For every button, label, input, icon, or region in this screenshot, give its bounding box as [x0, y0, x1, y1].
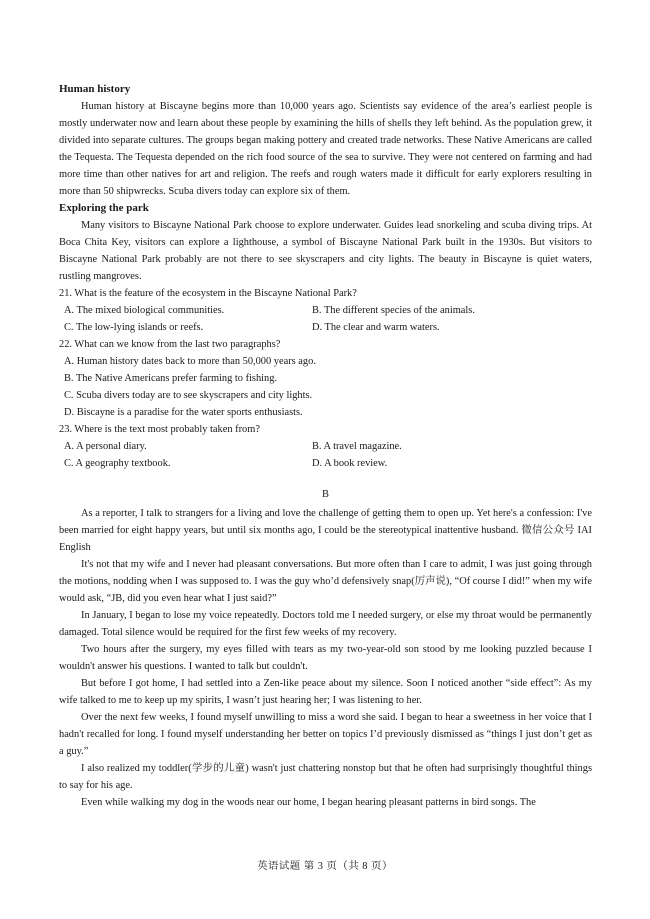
document-page [59, 81, 592, 811]
option-22b: B. The Native Americans prefer farming to fishing. [64, 373, 278, 384]
option-21d: D. The clear and warm waters. [312, 322, 440, 333]
section-label-b: B [322, 489, 329, 500]
page-footer: 英语试题 第 3 页（共 8 页） [257, 861, 393, 872]
paragraph-b-3: In January, I began to lose my voice repeatedly. Doctors told me I needed surgery, or else my throat would be permanently damaged. Total silence would be required for the first few weeks of my recovery. [59, 610, 592, 638]
option-21a: A. The mixed biological communities. [64, 305, 225, 316]
paragraph-b-5: But before I got home, I had settled into a Zen-like peace about my silence. Soon I noticed another “side effect”: As my wife talked to me to keep up my spirits, I wasn’t just hearing her; I was listening to her. [59, 678, 592, 706]
question-21: 21. What is the feature of the ecosystem in the Biscayne National Park? [59, 288, 357, 299]
option-23d: D. A book review. [312, 458, 388, 469]
question-23: 23. Where is the text most probably taken from? [59, 424, 260, 435]
question-22-options [59, 353, 592, 421]
paragraph-b-6: Over the next few weeks, I found myself unwilling to miss a word she said. I began to hear a sweetness in her voice that I hadn't recalled for long. I found myself understanding her better on topics I’d previously dismissed as “things I just don’t get as a guy.” [59, 712, 592, 757]
question-23-options [59, 438, 592, 472]
paragraph-b-4: Two hours after the surgery, my eyes filled with tears as my two-year-old son stood by me looking puzzled because I wouldn't answer his questions. I wanted to talk but couldn't. [59, 644, 592, 672]
paragraph-b-1: As a reporter, I talk to strangers for a living and love the challenge of getting them to open up. Yet here's a confession: I've been married for eight happy years, but until six months ago, I could be the stereotypical inattentive husband. 微信公众号 IAI English [59, 508, 592, 553]
option-21b: B. The different species of the animals. [312, 305, 475, 316]
section-heading-exploring: Exploring the park [59, 202, 149, 214]
question-21-options [59, 302, 592, 336]
option-22c: C. Scuba divers today are to see skyscrapers and city lights. [64, 390, 313, 401]
option-23a: A. A personal diary. [64, 441, 147, 452]
section-heading-human-history: Human history [59, 83, 131, 95]
option-22a: A. Human history dates back to more than 50,000 years ago. [64, 356, 316, 367]
option-21c: C. The low-lying islands or reefs. [64, 322, 204, 333]
paragraph-human-history: Human history at Biscayne begins more than 10,000 years ago. Scientists say evidence of the area’s earliest people is mostly underwater now and learn about these people by examining the hills of shells they left behind. As the population grew, it divided into separate cultures. The groups began making pottery and created trade networks. These Native Americans are called the Tequesta. The Tequesta depended on the rich food source of the sea to survive. They were not centered on farming and had more time than other natives for art and religion. The reefs and rough waters made it difficult for early explorers resulting in more than 50 shipwrecks. Scuba divers today can explore six of them. [59, 101, 592, 197]
option-23c: C. A geography textbook. [64, 458, 171, 469]
question-22: 22. What can we know from the last two paragraphs? [59, 339, 281, 350]
paragraph-b-8: Even while walking my dog in the woods near our home, I began hearing pleasant patterns in bird songs. The [81, 797, 536, 808]
paragraph-b-7: I also realized my toddler(学步的儿童) wasn't just chattering nonstop but that he often had surprisingly thoughtful things to say for his age. [59, 763, 592, 791]
option-23b: B. A travel magazine. [312, 441, 402, 452]
paragraph-exploring: Many visitors to Biscayne National Park choose to explore underwater. Guides lead snorkeling and scuba diving trips. At Boca Chita Key, visitors can explore a lighthouse, a symbol of Biscayne National Park built in the 1930s. But visitors to Biscayne National Park probably are not there to see skyscrapers and city lights. The beauty in Biscayne is quiet waters, rustling mangroves. [59, 220, 592, 282]
paragraph-b-2: It's not that my wife and I never had pleasant conversations. But more often than I care to admit, I was just going through the motions, nodding when I was supposed to. I was the guy who’d defensively snap(厉声说), “Of course I did!” when my wife would ask, “JB, did you even hear what I just said?” [59, 559, 592, 604]
option-22d: D. Biscayne is a paradise for the water sports enthusiasts. [64, 407, 303, 418]
